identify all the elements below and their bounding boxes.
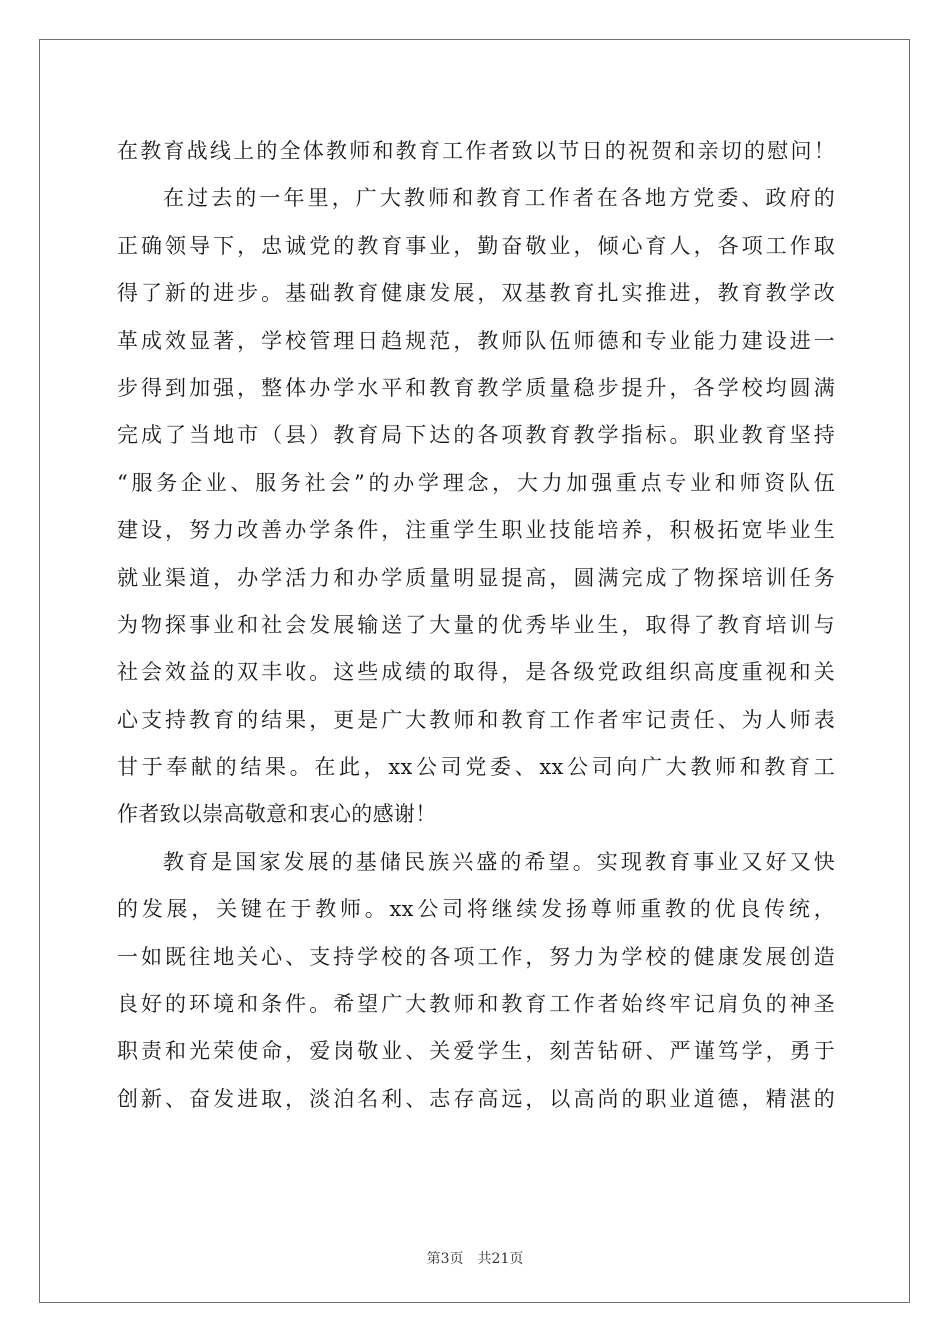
text-line: 职责和光荣使命，爱岗敬业、关爱学生，刻苦钻研、严谨笃学，勇于 — [117, 1039, 835, 1064]
text-line: 建设，努力改善办学条件，注重学生职业技能培养，积极拓宽毕业生 — [117, 518, 835, 543]
text-line: 在教育战线上的全体教师和教育工作者致以节日的祝贺和亲切的慰问！ — [117, 139, 835, 163]
text-line: 作者致以崇高敬意和衷心的感谢！ — [117, 802, 437, 827]
text-line: “服务企业、服务社会”的办学理念，大力加强重点专业和师资队伍 — [117, 470, 835, 495]
page-number: 第3页 — [426, 1251, 464, 1267]
text-line: 创新、奋发进取，淡泊名利、志存高远，以高尚的职业道德，精湛的 — [117, 1086, 835, 1111]
text-line: 社会效益的双丰收。这些成绩的取得，是各级党政组织高度重视和关 — [117, 660, 835, 685]
text-line: 为物探事业和社会发展输送了大量的优秀毕业生，取得了教育培训与 — [117, 612, 835, 637]
text-line: 的发展，关键在于教师。xx公司将继续发扬尊师重教的优良传统， — [117, 897, 835, 922]
text-line: 良好的环境和条件。希望广大教师和教育工作者始终牢记肩负的神圣 — [117, 992, 835, 1017]
text-line: 得了新的进步。基础教育健康发展，双基教育扎实推进，教育教学改 — [117, 281, 835, 306]
text-line: 教育是国家发展的基储民族兴盛的希望。实现教育事业又好又快 — [163, 849, 835, 874]
page-total: 共21页 — [477, 1251, 524, 1267]
text-line: 完成了当地市（县）教育局下达的各项教育教学指标。职业教育坚持 — [117, 423, 835, 448]
page-footer — [0, 1248, 950, 1268]
text-line: 一如既往地关心、支持学校的各项工作，努力为学校的健康发展创造 — [117, 944, 835, 969]
text-line: 步得到加强，整体办学水平和教育教学质量稳步提升，各学校均圆满 — [117, 375, 835, 400]
document-body — [117, 128, 835, 1123]
text-line: 就业渠道，办学活力和办学质量明显提高，圆满完成了物探培训任务 — [117, 565, 835, 590]
text-line: 在过去的一年里，广大教师和教育工作者在各地方党委、政府的 — [163, 186, 835, 211]
text-line: 正确领导下，忠诚党的教育事业，勤奋敬业，倾心育人，各项工作取 — [117, 233, 835, 258]
text-line: 革成效显著，学校管理日趋规范，教师队伍师德和专业能力建设进一 — [117, 328, 835, 353]
text-line: 心支持教育的结果，更是广大教师和教育工作者牢记责任、为人师表 — [117, 707, 835, 732]
text-line: 甘于奉献的结果。在此，xx公司党委、xx公司向广大教师和教育工 — [117, 755, 835, 780]
